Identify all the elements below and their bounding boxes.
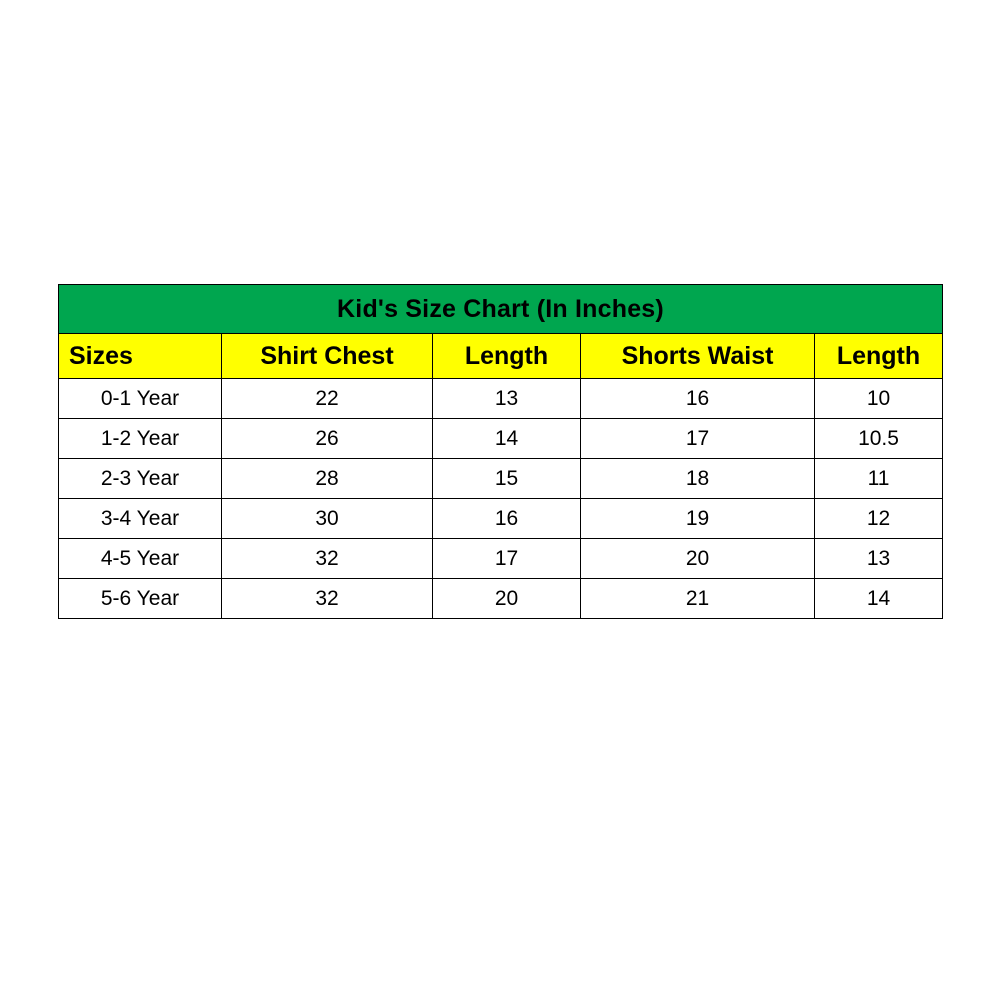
column-header-shirt-length: Length [433,334,581,379]
table-row [59,579,943,619]
cell-shorts-waist: 21 [581,579,815,619]
table-row [59,539,943,579]
cell-shorts-waist: 18 [581,459,815,499]
cell-size: 5-6 Year [59,579,222,619]
cell-shirt-length: 20 [433,579,581,619]
cell-shorts-length: 13 [815,539,943,579]
cell-shirt-chest: 30 [222,499,433,539]
table-row [59,499,943,539]
cell-shirt-chest: 32 [222,539,433,579]
cell-shorts-waist: 20 [581,539,815,579]
cell-shorts-waist: 16 [581,379,815,419]
cell-shirt-chest: 28 [222,459,433,499]
cell-shorts-length: 14 [815,579,943,619]
table-header-row [59,334,943,379]
cell-size: 2-3 Year [59,459,222,499]
column-header-shorts-waist: Shorts Waist [581,334,815,379]
column-header-sizes: Sizes [59,334,222,379]
cell-size: 0-1 Year [59,379,222,419]
column-header-shorts-length: Length [815,334,943,379]
cell-shirt-length: 17 [433,539,581,579]
page-title: Kid's Size Chart (In Inches) [59,285,943,334]
size-chart-container [58,284,942,619]
cell-shorts-waist: 19 [581,499,815,539]
cell-size: 1-2 Year [59,419,222,459]
cell-shorts-length: 10.5 [815,419,943,459]
table-row [59,459,943,499]
table-title-row [59,285,943,334]
cell-shorts-length: 11 [815,459,943,499]
table-row [59,379,943,419]
cell-shirt-chest: 32 [222,579,433,619]
size-chart-table [58,284,943,619]
cell-shorts-waist: 17 [581,419,815,459]
cell-size: 3-4 Year [59,499,222,539]
cell-size: 4-5 Year [59,539,222,579]
cell-shirt-chest: 26 [222,419,433,459]
column-header-shirt-chest: Shirt Chest [222,334,433,379]
cell-shirt-length: 13 [433,379,581,419]
cell-shirt-length: 14 [433,419,581,459]
table-row [59,419,943,459]
cell-shirt-length: 15 [433,459,581,499]
cell-shirt-chest: 22 [222,379,433,419]
cell-shirt-length: 16 [433,499,581,539]
cell-shorts-length: 12 [815,499,943,539]
cell-shorts-length: 10 [815,379,943,419]
